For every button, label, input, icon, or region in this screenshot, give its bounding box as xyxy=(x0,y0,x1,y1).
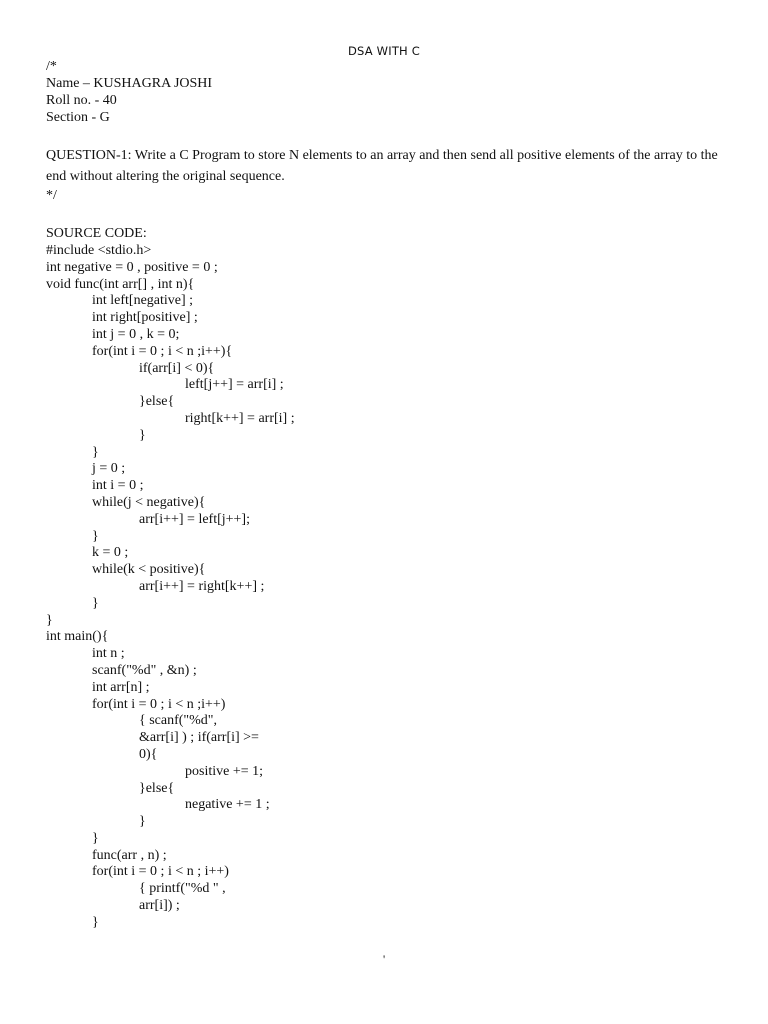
code-line: while(k < positive){ xyxy=(92,562,206,578)
code-line: void func(int arr[] , int n){ xyxy=(46,276,195,292)
code-line: 0){ xyxy=(139,746,158,762)
code-line: int negative = 0 , positive = 0 ; xyxy=(46,259,218,275)
section: Section - G xyxy=(46,110,110,125)
code-line: int left[negative] ; xyxy=(92,293,194,309)
code-line: } xyxy=(139,814,146,830)
code-line: } xyxy=(92,830,99,846)
code-line: right[k++] = arr[i] ; xyxy=(185,410,295,426)
code-line: } xyxy=(92,444,99,460)
code-line: arr[i++] = left[j++]; xyxy=(139,511,250,527)
question-text: QUESTION-1: Write a C Program to store N elements to an array and then send all positive elements of the array to the end without altering the original sequence. xyxy=(46,148,718,184)
code-line: int i = 0 ; xyxy=(92,478,144,494)
code-line: k = 0 ; xyxy=(92,545,129,561)
code-line: #include <stdio.h> xyxy=(46,243,152,258)
code-line: func(arr , n) ; xyxy=(92,847,167,863)
code-line: int main(){ xyxy=(46,629,109,645)
comment-close: */ xyxy=(46,188,57,203)
code-line: for(int i = 0 ; i < n ;i++) xyxy=(92,696,226,712)
code-line: j = 0 ; xyxy=(92,461,126,477)
code-line: scanf("%d" , &n) ; xyxy=(92,662,197,678)
code-line: positive += 1; xyxy=(185,763,264,779)
code-line: int j = 0 , k = 0; xyxy=(92,326,180,342)
code-line: } xyxy=(92,914,99,930)
source-code-block xyxy=(46,242,736,931)
code-line: int n ; xyxy=(92,646,125,662)
spacer xyxy=(46,126,736,147)
code-line: int arr[n] ; xyxy=(92,679,150,695)
code-line: for(int i = 0 ; i < n ; i++) xyxy=(92,864,229,880)
code-line: for(int i = 0 ; i < n ;i++){ xyxy=(92,343,233,359)
code-line: arr[i++] = right[k++] ; xyxy=(139,578,265,594)
page-title: DSA WITH C xyxy=(347,44,420,58)
code-line: { printf("%d " , xyxy=(139,881,226,897)
code-line: } xyxy=(46,612,53,628)
code-line: &arr[i] ) ; if(arr[i] >= xyxy=(139,730,259,746)
code-line: while(j < negative){ xyxy=(92,494,206,510)
code-line: if(arr[i] < 0){ xyxy=(139,360,215,376)
code-line: } xyxy=(139,427,146,443)
comment-open: /* xyxy=(46,59,57,74)
code-line: { scanf("%d", xyxy=(139,713,218,729)
document-body xyxy=(46,58,736,931)
code-line: }else{ xyxy=(139,394,175,410)
page-footer-mark: ' xyxy=(383,952,386,966)
code-line: }else{ xyxy=(139,780,175,796)
code-line: left[j++] = arr[i] ; xyxy=(185,377,284,393)
student-name: Name – KUSHAGRA JOSHI xyxy=(46,76,213,91)
source-code-label: SOURCE CODE: xyxy=(46,226,147,241)
code-line: } xyxy=(92,595,99,611)
spacer xyxy=(46,204,736,225)
code-line: } xyxy=(92,528,99,544)
code-line: negative += 1 ; xyxy=(185,797,270,813)
code-line: arr[i]) ; xyxy=(139,898,180,914)
roll-number: Roll no. - 40 xyxy=(46,93,117,108)
code-line: int right[positive] ; xyxy=(92,310,198,326)
